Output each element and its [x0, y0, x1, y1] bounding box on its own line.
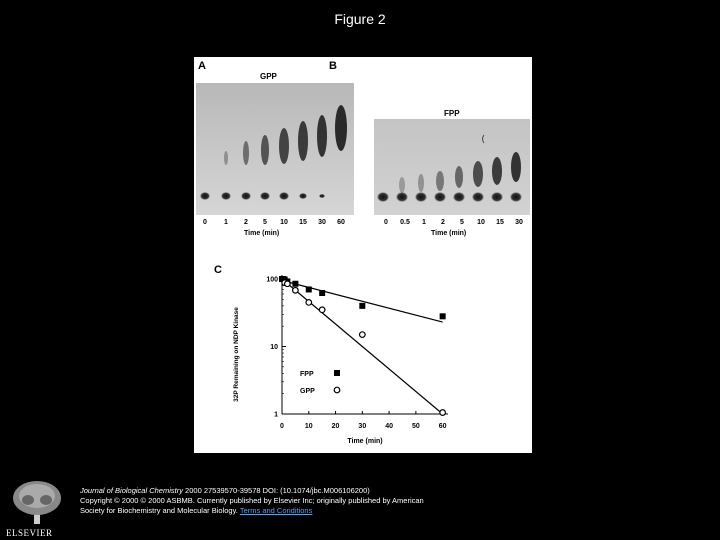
- panel-a-substrate: GPP: [260, 72, 277, 81]
- y-tick-label: 10: [270, 344, 278, 351]
- data-point-fpp: [292, 281, 298, 287]
- data-point-gpp: [306, 300, 312, 306]
- x-tick-label: 0: [280, 423, 284, 430]
- y-tick-label: 1: [274, 411, 278, 419]
- panel-a-xlabel: Time (min): [244, 230, 280, 237]
- data-point-fpp: [306, 286, 312, 292]
- panel-b-label: B: [329, 60, 337, 72]
- legend-marker-gpp: [334, 387, 340, 393]
- lane-label: 30: [318, 219, 326, 226]
- decay-chart: [194, 57, 532, 453]
- lane-label: 15: [299, 219, 307, 226]
- data-point-gpp: [360, 332, 366, 338]
- panel-c-label: C: [214, 264, 222, 276]
- x-axis-title: Time (min): [347, 438, 383, 445]
- figure-panel: [194, 57, 532, 453]
- lane-label: 15: [496, 219, 504, 226]
- data-point-fpp: [319, 290, 325, 296]
- lane-label: 60: [337, 219, 345, 226]
- legend-label: FPP: [300, 371, 314, 378]
- data-point-gpp: [293, 288, 299, 294]
- citation-line-3: [80, 506, 520, 516]
- y-axis-title: 32P Remaining on NDP Kinase: [233, 307, 240, 402]
- lane-label: 1: [224, 219, 228, 226]
- data-point-gpp: [285, 281, 291, 287]
- x-tick-label: 50: [411, 423, 420, 430]
- x-tick-label: 20: [331, 423, 340, 430]
- lane-label: 0.5: [400, 219, 410, 226]
- panel-b-substrate: FPP: [444, 109, 460, 118]
- panel-a-label: A: [198, 60, 206, 72]
- citation-society: Society for Biochemistry and Molecular Biology.: [80, 506, 238, 515]
- lane-label: 2: [441, 219, 445, 226]
- x-tick-label: 10: [304, 423, 313, 430]
- citation-footer: [80, 486, 520, 516]
- slide-title: Figure 2: [334, 11, 386, 27]
- lane-label: 5: [263, 219, 267, 226]
- lane-label: 1: [422, 219, 426, 226]
- lane-label: 10: [477, 219, 485, 226]
- lane-label: 0: [203, 219, 207, 226]
- citation-doi: 2000 27539570-39578 DOI: (10.1074/jbc.M006106200): [182, 486, 370, 495]
- citation-line-1: [80, 486, 520, 496]
- data-point-gpp: [440, 410, 446, 416]
- data-point-gpp: [319, 307, 325, 313]
- lane-label: 30: [515, 219, 523, 226]
- x-tick-label: 30: [358, 423, 367, 430]
- data-point-fpp: [440, 313, 446, 319]
- legend-marker-fpp: [334, 370, 340, 376]
- lane-label: 0: [384, 219, 388, 226]
- lane-label: 2: [244, 219, 248, 226]
- lane-label: 5: [460, 219, 464, 226]
- citation-line-2: Copyright © 2000 © 2000 ASBMB. Currently published by Elsevier Inc; originally published by American: [80, 496, 424, 505]
- panel-b-xlabel: Time (min): [431, 230, 467, 237]
- x-tick-label: 60: [438, 423, 447, 430]
- x-tick-label: 40: [385, 423, 393, 430]
- data-point-fpp: [359, 303, 365, 309]
- lane-label: 10: [280, 219, 288, 226]
- elsevier-wordmark: ELSEVIER: [6, 528, 53, 538]
- y-tick-label: 100: [266, 276, 278, 284]
- terms-and-conditions-link[interactable]: Terms and Conditions: [239, 506, 313, 515]
- legend-label: GPP: [300, 388, 315, 395]
- journal-name: Journal of Biological Chemistry: [80, 486, 183, 495]
